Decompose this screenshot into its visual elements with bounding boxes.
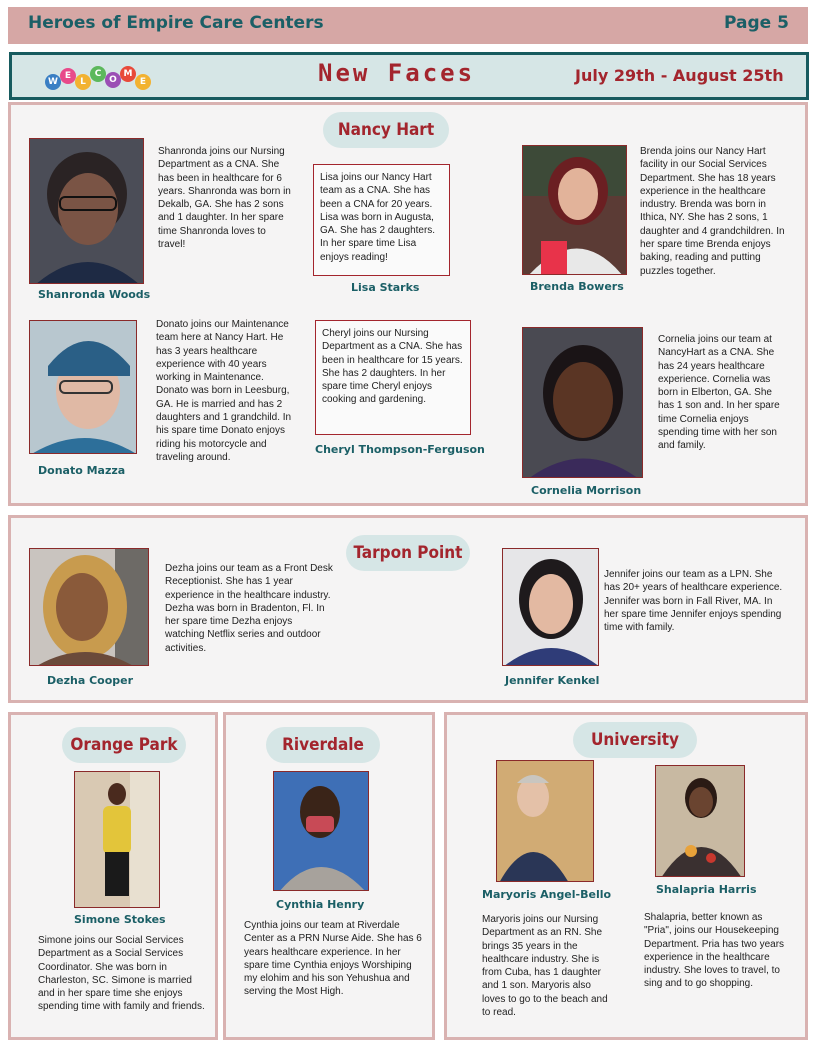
- name-cheryl-thompson-ferguson: Cheryl Thompson-Ferguson: [315, 443, 485, 456]
- person-silhouette-icon: [656, 766, 745, 877]
- welcome-letter-bubble: E: [60, 68, 76, 84]
- welcome-letter-bubble: M: [120, 66, 136, 82]
- bio-cheryl-thompson-ferguson: Cheryl joins our Nursing Department as a CNA. She has been in healthcare for 15 years. She has 2 daughters. In her spare time Cheryl enjoys cooking and gardening.: [315, 320, 471, 435]
- photo-jennifer-kenkel: [502, 548, 599, 666]
- person-silhouette-icon: [30, 549, 149, 666]
- banner-dates: July 29th - August 25th: [575, 66, 784, 85]
- name-cornelia-morrison: Cornelia Morrison: [531, 484, 642, 497]
- name-jennifer-kenkel: Jennifer Kenkel: [505, 674, 600, 687]
- name-maryoris-angel-bello: Maryoris Angel-Bello: [482, 888, 612, 901]
- name-simone-stokes: Simone Stokes: [74, 913, 166, 926]
- page-number: Page 5: [724, 13, 789, 33]
- name-shalapria-harris: Shalapria Harris: [656, 883, 757, 896]
- name-brenda-bowers: Brenda Bowers: [530, 280, 624, 293]
- welcome-letter-bubble: O: [105, 72, 121, 88]
- person-silhouette-icon: [75, 772, 160, 908]
- bio-jennifer-kenkel: Jennifer joins our team as a LPN. She has 20+ years of healthcare experience. Jennifer was born in Fall River, MA. In her spare time Jennifer enjoys spending time with family.: [604, 569, 783, 634]
- photo-shanronda-woods: [29, 138, 144, 284]
- section-label-tarpon-point: Tarpon Point: [346, 535, 470, 571]
- photo-dezha-cooper: [29, 548, 149, 666]
- bio-shalapria-harris: Shalapria, better known as "Pria", joins our Housekeeping Department. Pria has two years experience in the healthcare industry. She loves to travel, to sing and to go shopping.: [644, 912, 785, 990]
- bio-simone-stokes: Simone joins our Social Services Department as a Social Services Coordinator. She was born in Charleston, SC. Simone is married and in her spare time she enjoys spending time with family and friends.: [38, 935, 205, 1013]
- section-label-riverdale: Riverdale: [266, 727, 380, 763]
- person-silhouette-icon: [497, 761, 594, 882]
- name-cynthia-henry: Cynthia Henry: [276, 898, 365, 911]
- welcome-letter-bubble: L: [75, 74, 91, 90]
- bio-maryoris-angel-bello: Maryoris joins our Nursing Department as an RN. She brings 35 years in the healthcare industry. She is from Cuba, has 1 daughter and 1 son. Maryoris also loves to go to the beach and to read.: [482, 914, 608, 1019]
- welcome-letter-bubble: E: [135, 74, 151, 90]
- bio-brenda-bowers: Brenda joins our Nancy Hart facility in our Social Services Department. She has 18 years experience in the healthcare industry. Brenda was born in Ithica, NY. She has 2 sons, 1 daughter and 4 grandchildren. In her spare time Brenda enjoys baking, reading and putting puzzles together.: [640, 146, 785, 277]
- bio-cornelia-morrison: Cornelia joins our team at NancyHart as a CNA. She has 24 years healthcare experience. Cornelia was born in Elberton, GA. She has 1 son and. In her spare time Cornelia enjoys spending time with her son and family.: [658, 334, 780, 452]
- bio-cynthia-henry: Cynthia joins our team at Riverdale Center as a PRN Nurse Aide. She has 6 years healthcare experience. In her spare time Cynthia enjoys Worshiping my elohim and his son Yehushua and serving the Most High.: [244, 920, 422, 998]
- person-silhouette-icon: [30, 139, 144, 284]
- photo-brenda-bowers: [522, 145, 627, 275]
- welcome-letter-bubble: C: [90, 66, 106, 82]
- photo-cornelia-morrison: [522, 327, 643, 478]
- bio-shanronda-woods: Shanronda joins our Nursing Department as a CNA. She has been in healthcare for 6 years. Shanronda was born in Dekalb, GA. She has 2 sons and 1 daughter. In her spare time Shanronda loves to travel!: [158, 146, 291, 251]
- person-silhouette-icon: [30, 321, 137, 454]
- photo-maryoris-angel-bello: [496, 760, 594, 882]
- welcome-letter-bubble: W: [45, 74, 61, 90]
- bio-lisa-starks: Lisa joins our Nancy Hart team as a CNA. She has been a CNA for 20 years. Lisa was born in Augusta, GA. She has 2 daughters. In her spare time Lisa enjoys reading!: [313, 164, 450, 276]
- banner-title: New Faces: [318, 59, 476, 87]
- section-label-university: University: [573, 722, 697, 758]
- person-silhouette-icon: [523, 146, 627, 275]
- bio-donato-mazza: Donato joins our Maintenance team here at Nancy Hart. He has 3 years healthcare experience with 40 years working in Maintenance. Donato was born in Leesburg, GA. He is married and has 2 daughters and 1 grandchild. In his spare time Donato enjoys riding his motorcycle and traveling around.: [156, 319, 292, 463]
- photo-simone-stokes: [74, 771, 160, 908]
- bio-dezha-cooper: Dezha joins our team as a Front Desk Receptionist. She has 1 year experience in the healthcare industry. Dezha was born in Bradenton, Fl. In her spare time Dezha enjoys watching Netflix series and outdoor activities.: [165, 563, 333, 654]
- person-silhouette-icon: [523, 328, 643, 478]
- name-donato-mazza: Donato Mazza: [38, 464, 126, 477]
- welcome-bubbles-logo: [45, 64, 165, 94]
- name-shanronda-woods: Shanronda Woods: [38, 288, 151, 301]
- photo-shalapria-harris: [655, 765, 745, 877]
- name-dezha-cooper: Dezha Cooper: [47, 674, 134, 687]
- section-label-orange-park: Orange Park: [62, 727, 186, 763]
- photo-cynthia-henry: [273, 771, 369, 891]
- person-silhouette-icon: [503, 549, 599, 666]
- newsletter-title: Heroes of Empire Care Centers: [28, 13, 324, 33]
- person-silhouette-icon: [274, 772, 369, 891]
- name-lisa-starks: Lisa Starks: [351, 281, 420, 294]
- section-label-nancy-hart: Nancy Hart: [323, 112, 449, 148]
- photo-donato-mazza: [29, 320, 137, 454]
